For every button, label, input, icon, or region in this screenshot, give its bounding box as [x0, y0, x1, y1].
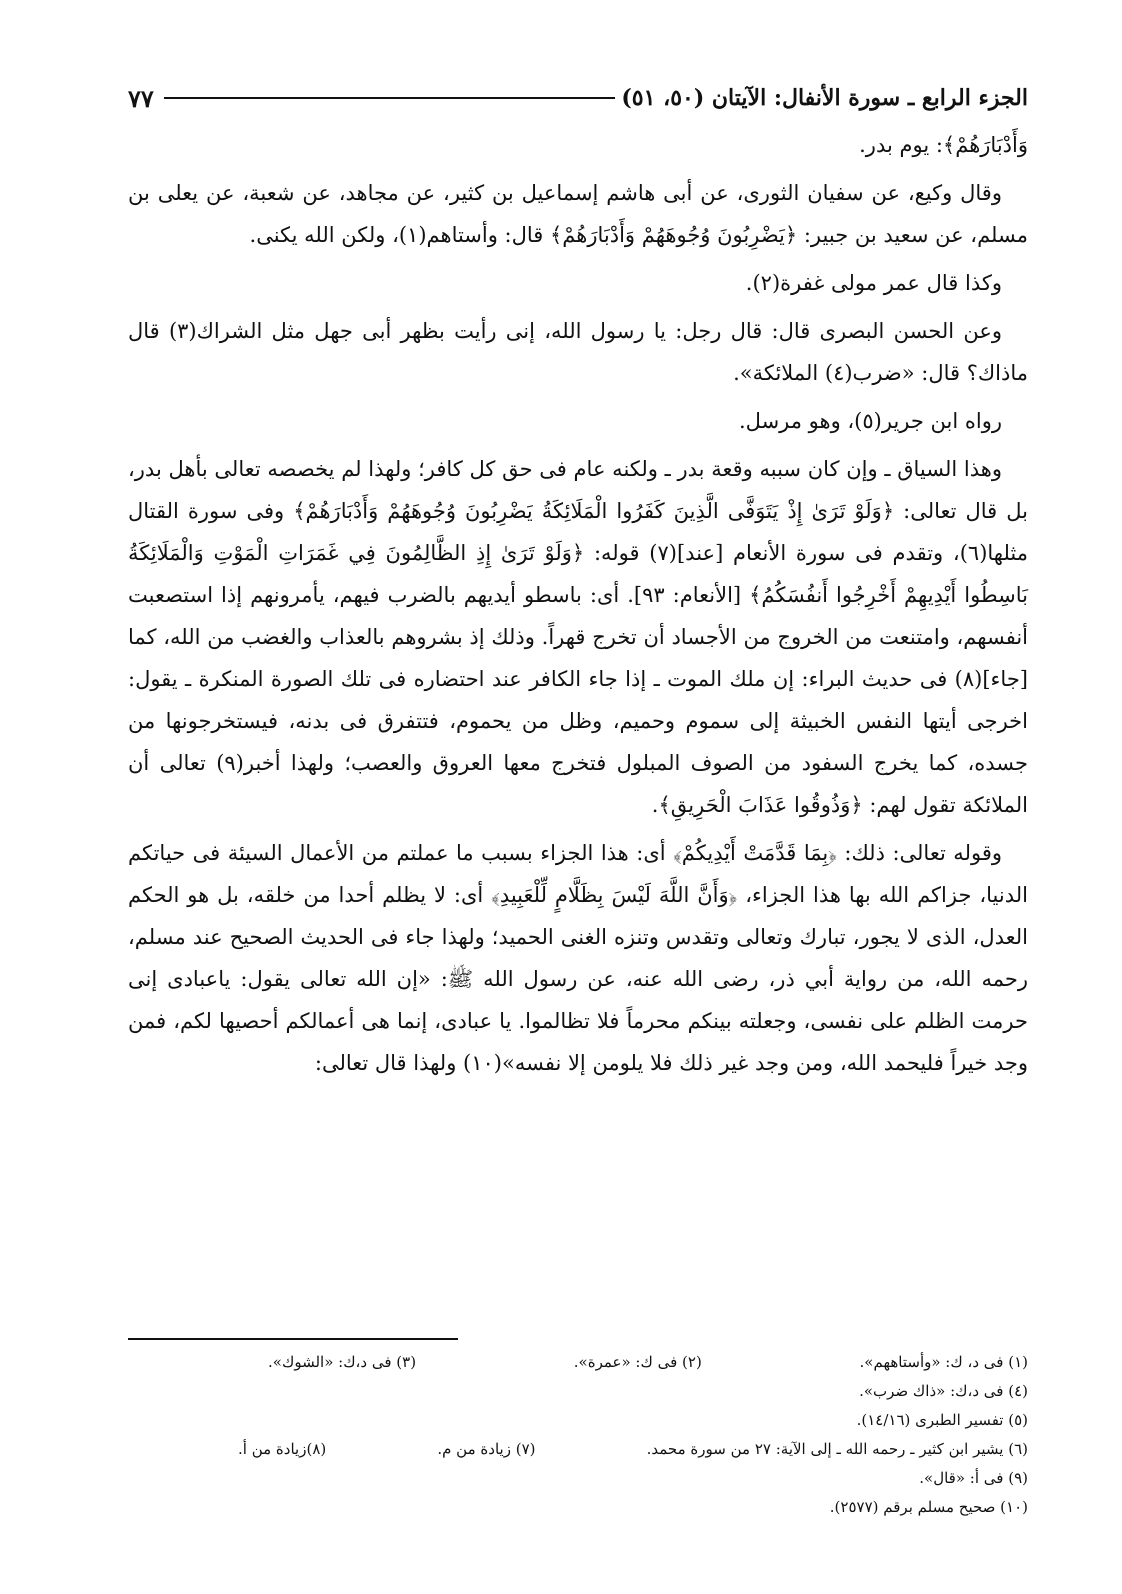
- footnote-9: (٩) فى أ: «قال».: [919, 1469, 1028, 1487]
- page-number: ٧٧: [128, 83, 154, 113]
- footnote-row: [128, 1493, 1028, 1522]
- footnote-1: (١) فى د، ك: «وأستاههم».: [859, 1353, 1028, 1371]
- footnote-row: [128, 1435, 1028, 1464]
- footnote-4: (٤) فى د،ك: «ذاك ضرب».: [859, 1382, 1028, 1400]
- paragraph-4: وعن الحسن البصرى قال: قال رجل: يا رسول الله، إنى رأيت بظهر أبى جهل مثل الشراك(٣) قال ماذاك؟ قال: «ضرب(٤) الملائكة».: [128, 319, 1028, 385]
- paragraph-2: وقال وكيع، عن سفيان الثورى، عن أبى هاشم إسماعيل بن كثير، عن مجاهد، عن شعبة، عن يعلى بن مسلم، عن سعيد بن جبير: ﴿يَضْرِبُونَ وُجُوهَهُمْ وَأَدْبَارَهُمْ﴾ قال: وأستاهم(١)، ولكن الله يكنى.: [128, 181, 1028, 247]
- footnote-3: (٣) فى د،ك: «الشوك».: [268, 1353, 417, 1371]
- paragraph-1: وَأَدْبَارَهُمْ﴾: يوم بدر.: [859, 133, 1028, 157]
- footnote-5: (٥) تفسير الطبرى (١٤/١٦).: [856, 1411, 1028, 1429]
- paragraph-6: وهذا السياق ـ وإن كان سببه وقعة بدر ـ ولكنه عام فى حق كل كافر؛ ولهذا لم يخصصه تعالى بأهل بدر، بل قال تعالى: ﴿وَلَوْ تَرَىٰ إِذْ يَتَوَفَّى الَّذِينَ كَفَرُوا الْمَلَائِكَةُ يَضْرِبُونَ وُجُوهَهُمْ وَأَدْبَارَهُمْ﴾ وفى سورة القتال مثلها(٦)، وتقدم فى سورة الأنعام [عند](٧) قوله: ﴿وَلَوْ تَرَىٰ إِذِ الظَّالِمُونَ فِي غَمَرَاتِ الْمَوْتِ وَالْمَلَائِكَةُ بَاسِطُوا أَيْدِيهِمْ أَخْرِجُوا أَنفُسَكُمُ﴾ [الأنعام: ٩٣]. أى: باسطو أيديهم بالضرب فيهم، يأمرونهم إذا استصعبت أنفسهم، وامتنعت من الخروج من الأجساد أن تخرج قهراً. وذلك إذ بشروهم بالعذاب والغضب من الله، كما [جاء](٨) فى حديث البراء: إن ملك الموت ـ إذا جاء الكافر عند احتضاره فى تلك الصورة المنكرة ـ يقول: اخرجى أيتها النفس الخبيثة إلى سموم وحميم، وظل من يحموم، فتتفرق فى بدنه، فيستخرجونها من جسده، كما يخرج السفود من الصوف المبلول فتخرج معها العروق والعصب؛ ولهذا أخبر(٩) تعالى أن الملائكة تقول لهم: ﴿وَذُوقُوا عَذَابَ الْحَرِيقِ﴾.: [128, 457, 1029, 817]
- paragraph-7: وقوله تعالى: ذلك: ﴿بِمَا قَدَّمَتْ أَيْدِيكُمْ﴾ أى: هذا الجزاء بسبب ما عملتم من الأعمال السيئة فى حياتكم الدنيا، جزاكم الله بها هذا الجزاء، ﴿وَأَنَّ اللَّهَ لَيْسَ بِظَلَّامٍ لِّلْعَبِيدِ﴾ أى: لا يظلم أحدا من خلقه، بل هو الحكم العدل، الذى لا يجور، تبارك وتعالى وتقدس وتنزه الغنى الحميد؛ ولهذا جاء فى الحديث الصحيح عند مسلم، رحمه الله، من رواية أبي ذر، رضى الله عنه، عن رسول الله ﷺ: «إن الله تعالى يقول: ياعبادى إنى حرمت الظلم على نفسى، وجعلته بينكم محرماً فلا تظالموا. يا عبادى، إنما هى أعمالكم أحصيها لكم، فمن وجد خيراً فليحمد الله، ومن وجد غير ذلك فلا يلومن إلا نفسه»(١٠) ولهذا قال تعالى:: [128, 841, 1028, 1075]
- footnote-2: (٢) فى ك: «عمرة».: [573, 1353, 702, 1371]
- footnote-10: (١٠) صحيح مسلم برقم (٢٥٧٧).: [829, 1498, 1028, 1516]
- paragraph-5: رواه ابن جرير(٥)، وهو مرسل.: [738, 409, 1002, 433]
- footnote-6: (٦) يشير ابن كثير ـ رحمه الله ـ إلى الآية: ٢٧ من سورة محمد.: [646, 1440, 1028, 1458]
- header-rule: [164, 97, 616, 99]
- book-page: [128, 78, 1029, 1516]
- footnote-row: [128, 1464, 1028, 1493]
- footnote-row: [128, 1348, 1028, 1377]
- footnote-7: (٧) زيادة من م.: [437, 1440, 536, 1458]
- footnote-row: [128, 1377, 1028, 1406]
- footnotes: [128, 1348, 1028, 1522]
- paragraph-3: وكذا قال عمر مولى غفرة(٢).: [745, 271, 1002, 295]
- header-title: الجزء الرابع ـ سورة الأنفال: الآيتان (٥٠، ٥١): [621, 85, 1028, 111]
- footnote-row: [128, 1406, 1028, 1435]
- footnote-divider: [128, 1338, 458, 1340]
- running-header: [128, 78, 1028, 118]
- footnote-8: (٨)زيادة من أ.: [238, 1440, 327, 1458]
- main-text: [128, 124, 1028, 1084]
